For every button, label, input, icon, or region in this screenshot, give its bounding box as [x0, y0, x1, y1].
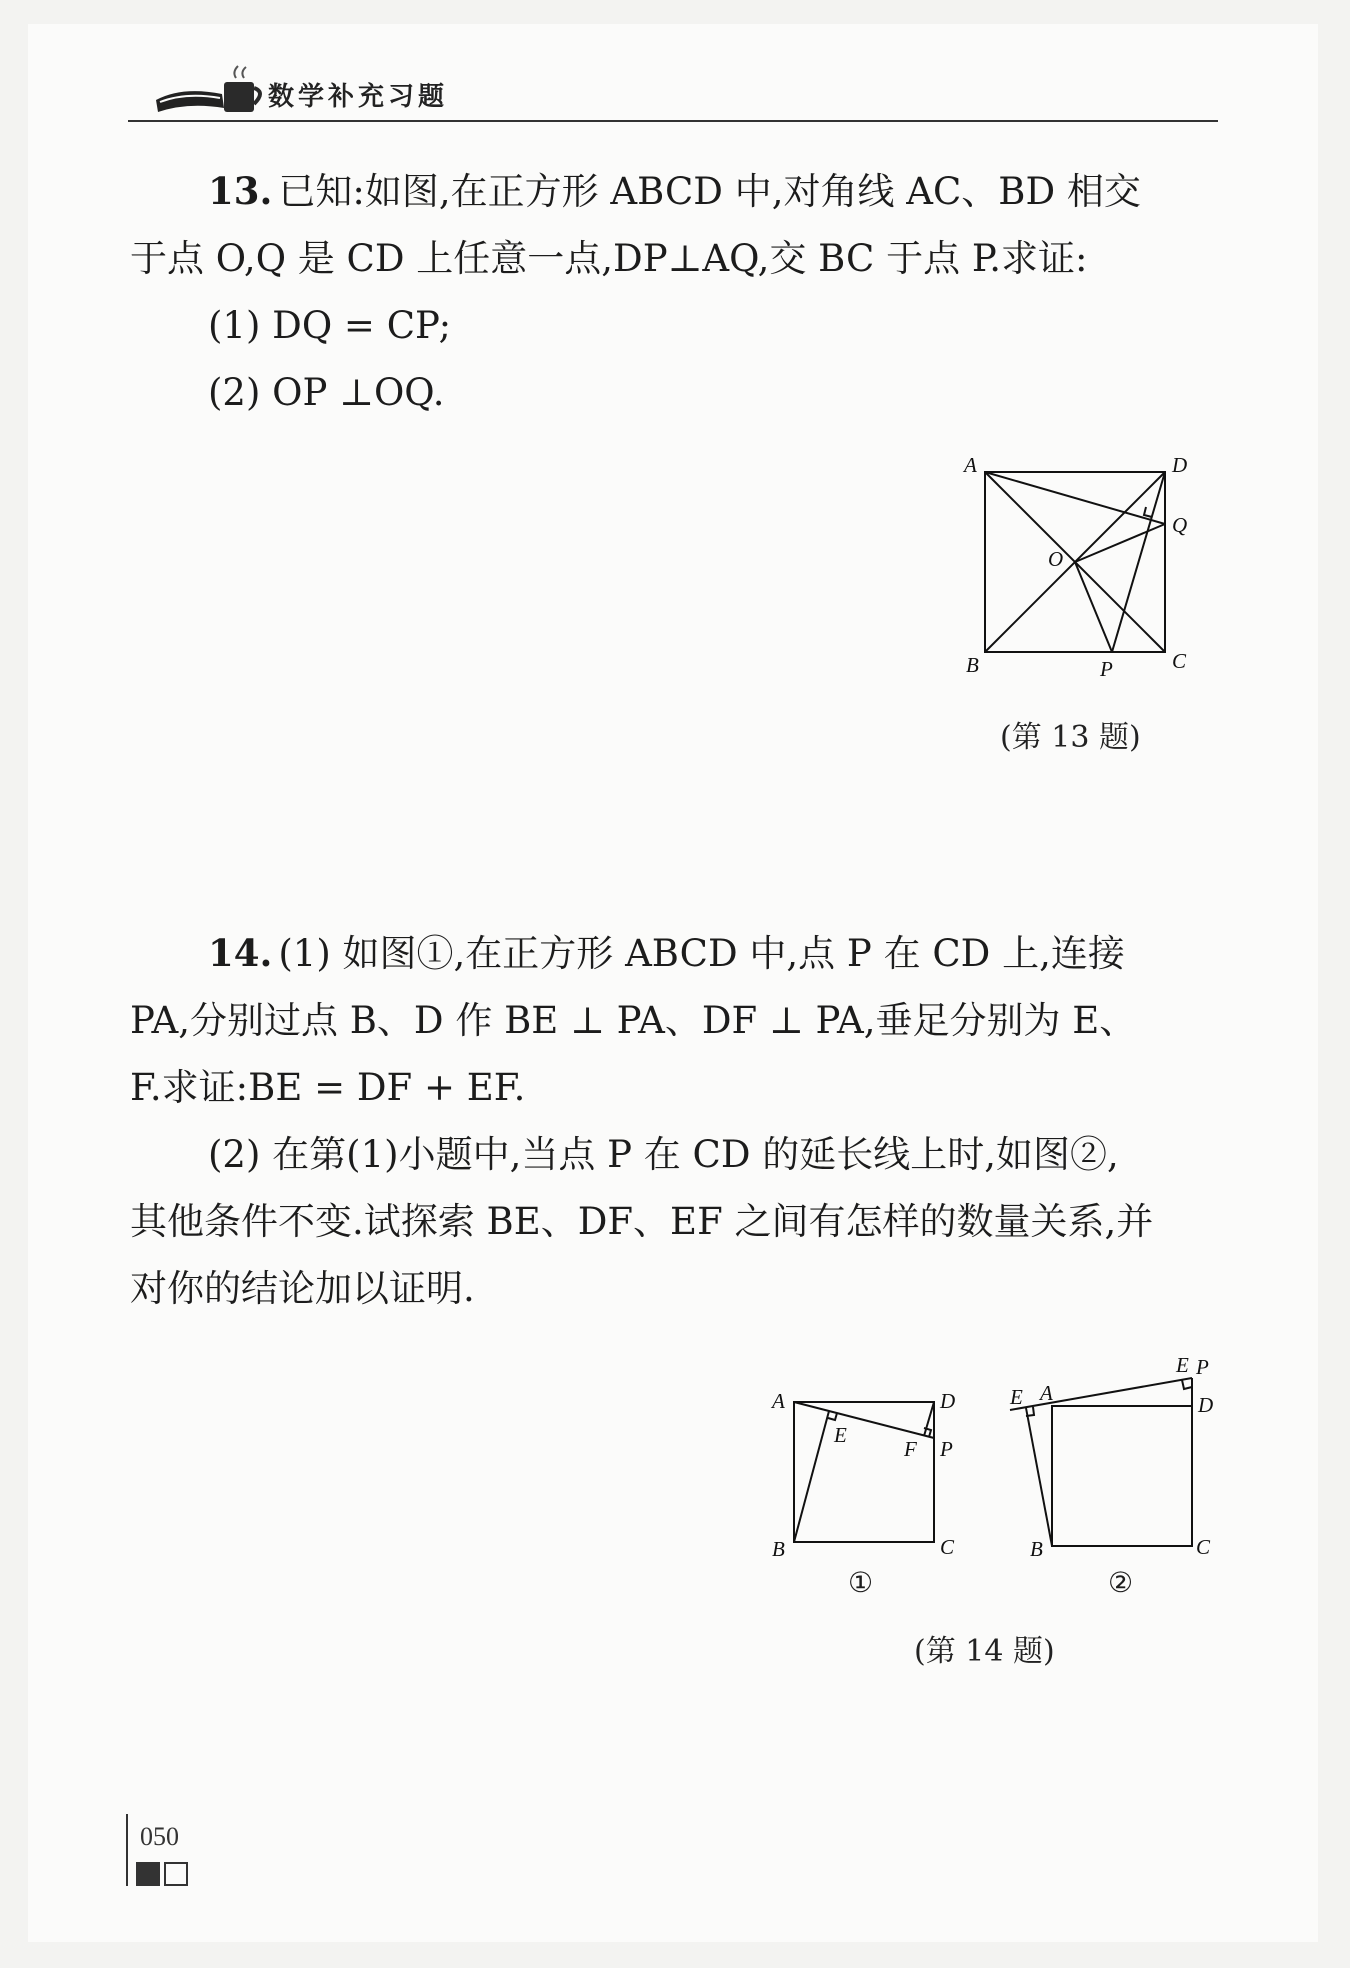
problem-13-line-1: 已知:如图,在正方形 ABCD 中,对角线 AC、BD 相交	[278, 170, 1141, 213]
fig2-label-a: A	[1040, 1381, 1053, 1405]
book-and-cup-icon	[152, 64, 272, 118]
fig2-label-p: P	[1196, 1356, 1209, 1379]
segment-be-2	[1026, 1408, 1052, 1546]
problem-14-line-6: 对你的结论加以证明.	[130, 1267, 475, 1310]
empty-square-icon	[164, 1862, 188, 1886]
figure-14-2-label: ②	[1108, 1566, 1134, 1599]
segment-pa-1	[794, 1402, 934, 1438]
problem-14-line-1: (1) 如图①,在正方形 ABCD 中,点 P 在 CD 上,连接	[278, 932, 1125, 975]
problem-14-line-2: PA,分别过点 B、D 作 BE ⊥ PA、DF ⊥ PA,垂足分别为 E、	[130, 999, 1137, 1042]
label-b: B	[966, 653, 979, 677]
problem-13-line-2: 于点 O,Q 是 CD 上任意一点,DP⊥AQ,交 BC 于点 P.求证:	[130, 237, 1088, 280]
fig1-label-a: A	[772, 1389, 785, 1413]
figure-13	[960, 452, 1200, 682]
fig1-label-p: P	[940, 1437, 953, 1461]
fig1-label-e: E	[834, 1423, 847, 1447]
header-title: 数学补充习题	[268, 82, 449, 112]
label-d: D	[1172, 453, 1188, 477]
fig1-label-b: B	[772, 1537, 785, 1560]
problem-13	[130, 158, 1220, 426]
problem-14-number: 14.	[208, 931, 273, 975]
problem-14	[130, 920, 1220, 1322]
figure-13-caption: (第 13 题)	[1000, 720, 1141, 755]
fig2-label-e: E	[1010, 1385, 1023, 1409]
page-number: 050	[140, 1822, 179, 1851]
right-angle-mark	[1144, 507, 1152, 517]
fig2-label-b: B	[1030, 1537, 1043, 1556]
segment-op	[1075, 562, 1112, 652]
segment-oq	[1075, 524, 1165, 562]
label-c: C	[1172, 649, 1187, 673]
fig2-label-d: D	[1198, 1393, 1214, 1417]
fig1-label-f: F	[904, 1437, 917, 1461]
square-abcd-2	[1052, 1406, 1192, 1546]
problem-14-line-3: F.求证:BE = DF + EF.	[130, 1066, 526, 1109]
problem-13-number: 13.	[208, 169, 273, 213]
fig2-label-e2: E	[1176, 1356, 1189, 1377]
fig1-label-c: C	[940, 1535, 955, 1559]
figure-14-caption: (第 14 题)	[914, 1634, 1055, 1669]
problem-13-part-2: (2) OP ⊥OQ.	[208, 371, 445, 414]
footer-rule	[126, 1814, 128, 1886]
label-o: O	[1048, 547, 1064, 571]
filled-square-icon	[136, 1862, 160, 1886]
label-q: Q	[1172, 513, 1188, 537]
fig1-label-d: D	[940, 1389, 956, 1413]
segment-df-1	[924, 1402, 934, 1436]
label-p: P	[1100, 657, 1113, 681]
problem-13-part-1: (1) DQ = CP;	[208, 304, 452, 347]
footer-marks	[136, 1862, 192, 1886]
figure-14-2	[1000, 1356, 1230, 1556]
figure-14-1-label: ①	[848, 1566, 874, 1599]
segment-be-1	[794, 1411, 829, 1542]
running-header	[128, 62, 1218, 122]
problem-14-line-5: 其他条件不变.试探索 BE、DF、EF 之间有怎样的数量关系,并	[130, 1200, 1154, 1243]
fig2-label-c: C	[1196, 1535, 1211, 1556]
square-abcd-1	[794, 1402, 934, 1542]
right-angle-p-2	[1182, 1380, 1192, 1389]
problem-14-line-4: (2) 在第(1)小题中,当点 P 在 CD 的延长线上时,如图②,	[208, 1133, 1119, 1176]
figure-14-1	[764, 1380, 964, 1560]
right-angle-e-1	[828, 1413, 837, 1420]
label-a: A	[964, 453, 977, 477]
